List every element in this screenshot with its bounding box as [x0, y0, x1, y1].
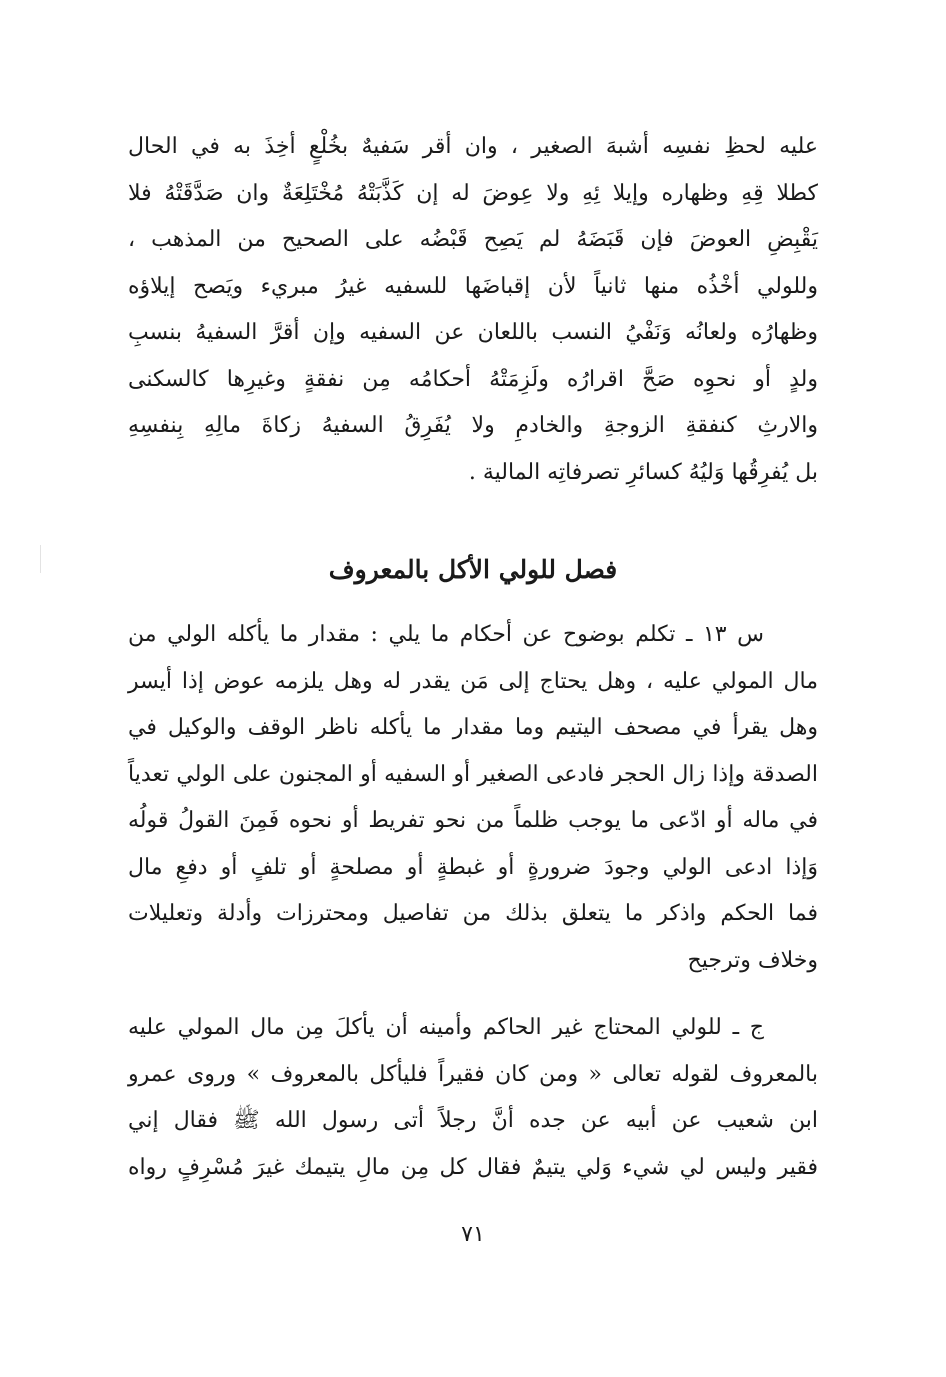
text-line: وللولي أخْذُه منها ثانياً لأن إقباضَها للسفيه غيرُ مبريء ويَصح إيلاؤه — [128, 273, 818, 299]
text-line: وظهارُه ولعانُه وَنَفْيُ النسب باللعان عن السفيه وإن أقرَّ السفيهُ بنسبِ — [128, 320, 818, 345]
text-line: الصدقة وإذا زال الحجر فادعى الصغير أو السفيه أو المجنون على الولي تعدياً — [128, 761, 818, 787]
text-line: والارثِ كنفقةِ الزوجةِ والخادمِ ولا يُفَرِقُ السفيهُ زكاةَ مالِهِ بِنفسِهِ — [128, 413, 818, 438]
page-number: ٧١ — [461, 1222, 485, 1247]
scan-margin-mark — [40, 545, 41, 573]
text-line: س ١٣ ـ تكلم بوضوح عن أحكام ما يلي : مقدار ما يأكله الولي من — [128, 622, 764, 647]
section-heading: فصل للولي الأكل بالمعروف — [328, 555, 618, 584]
text-line: مال المولي عليه ، وهل يحتاج إلى مَن يقدر له وهل يلزمه عوض إذا أيسر — [128, 668, 818, 694]
question-paragraph — [128, 612, 818, 984]
text-line: فما الحكم واذكر ما يتعلق بذلك من تفاصيل ومحترزات وأدلة وتعليلات — [128, 901, 818, 926]
text-line: وَإذا ادعى الولي وجودَ ضرورةٍ أو غبطةٍ أو مصلحةٍ أو تلفٍ أو دفعِ مال — [128, 854, 818, 880]
text-line: بل يُفرِقُها وَليُهُ كسائرِ تصرفاتِه المالية . — [468, 459, 818, 485]
text-line: في ماله أو ادّعى ما يوجب ظلماً من نحو تفريط أو نحوه فَمِنَ القولُ قولُه — [128, 808, 818, 833]
text-line: فقير وليس لي شيء وَلي يتيمٌ فقال كل مِن مالِ يتيمك غيرَ مُسْرِفٍ رواه — [128, 1154, 818, 1180]
text-line: بالمعروف لقوله تعالى « ومن كان فقيراً فليأكل بالمعروف » وروى عمرو — [128, 1061, 818, 1087]
text-line: وخلاف وترجيح — [687, 947, 818, 973]
text-line: ابن شعيب عن أبيه عن جده أنَّ رجلاً أتى رسول الله ﷺ فقال إني — [128, 1108, 818, 1133]
answer-paragraph — [128, 1005, 818, 1191]
text-line: يَقْبِضِ العوضَ فإن قَبَضَهُ لم يَصِح قَبْضُه على الصحيح من المذهب ، — [128, 227, 818, 252]
text-line: عليه لحظِ نفسِه أشبهَ الصغير ، وان أقر سَفيهٌ بخُلْعٍ أخِذَ به في الحال — [128, 134, 818, 159]
top-paragraph — [128, 124, 818, 496]
text-line: ج ـ للولي المحتاج غير الحاكم وأمينه أن يأكلَ مِن مال المولي عليه — [128, 1015, 764, 1040]
text-line: ولدٍ أو نحوِه صَحَّ اقرارُه ولَزِمَتْهُ أحكامُه مِن نفقةٍ وغيرِها كالسكنى — [128, 366, 818, 392]
text-line: كطلا قِهِ وظهاره وإيلا ئِهِ ولا عِوضَ له إن كَذَّبَتْهُ مُخْتَلِعَةٌ وان صَدَّقَتْهُ فلا — [128, 180, 818, 206]
text-line: وهل يقرأ في مصحف اليتيم وما مقدار ما يأكله ناظر الوقف والوكيل في — [128, 715, 818, 740]
